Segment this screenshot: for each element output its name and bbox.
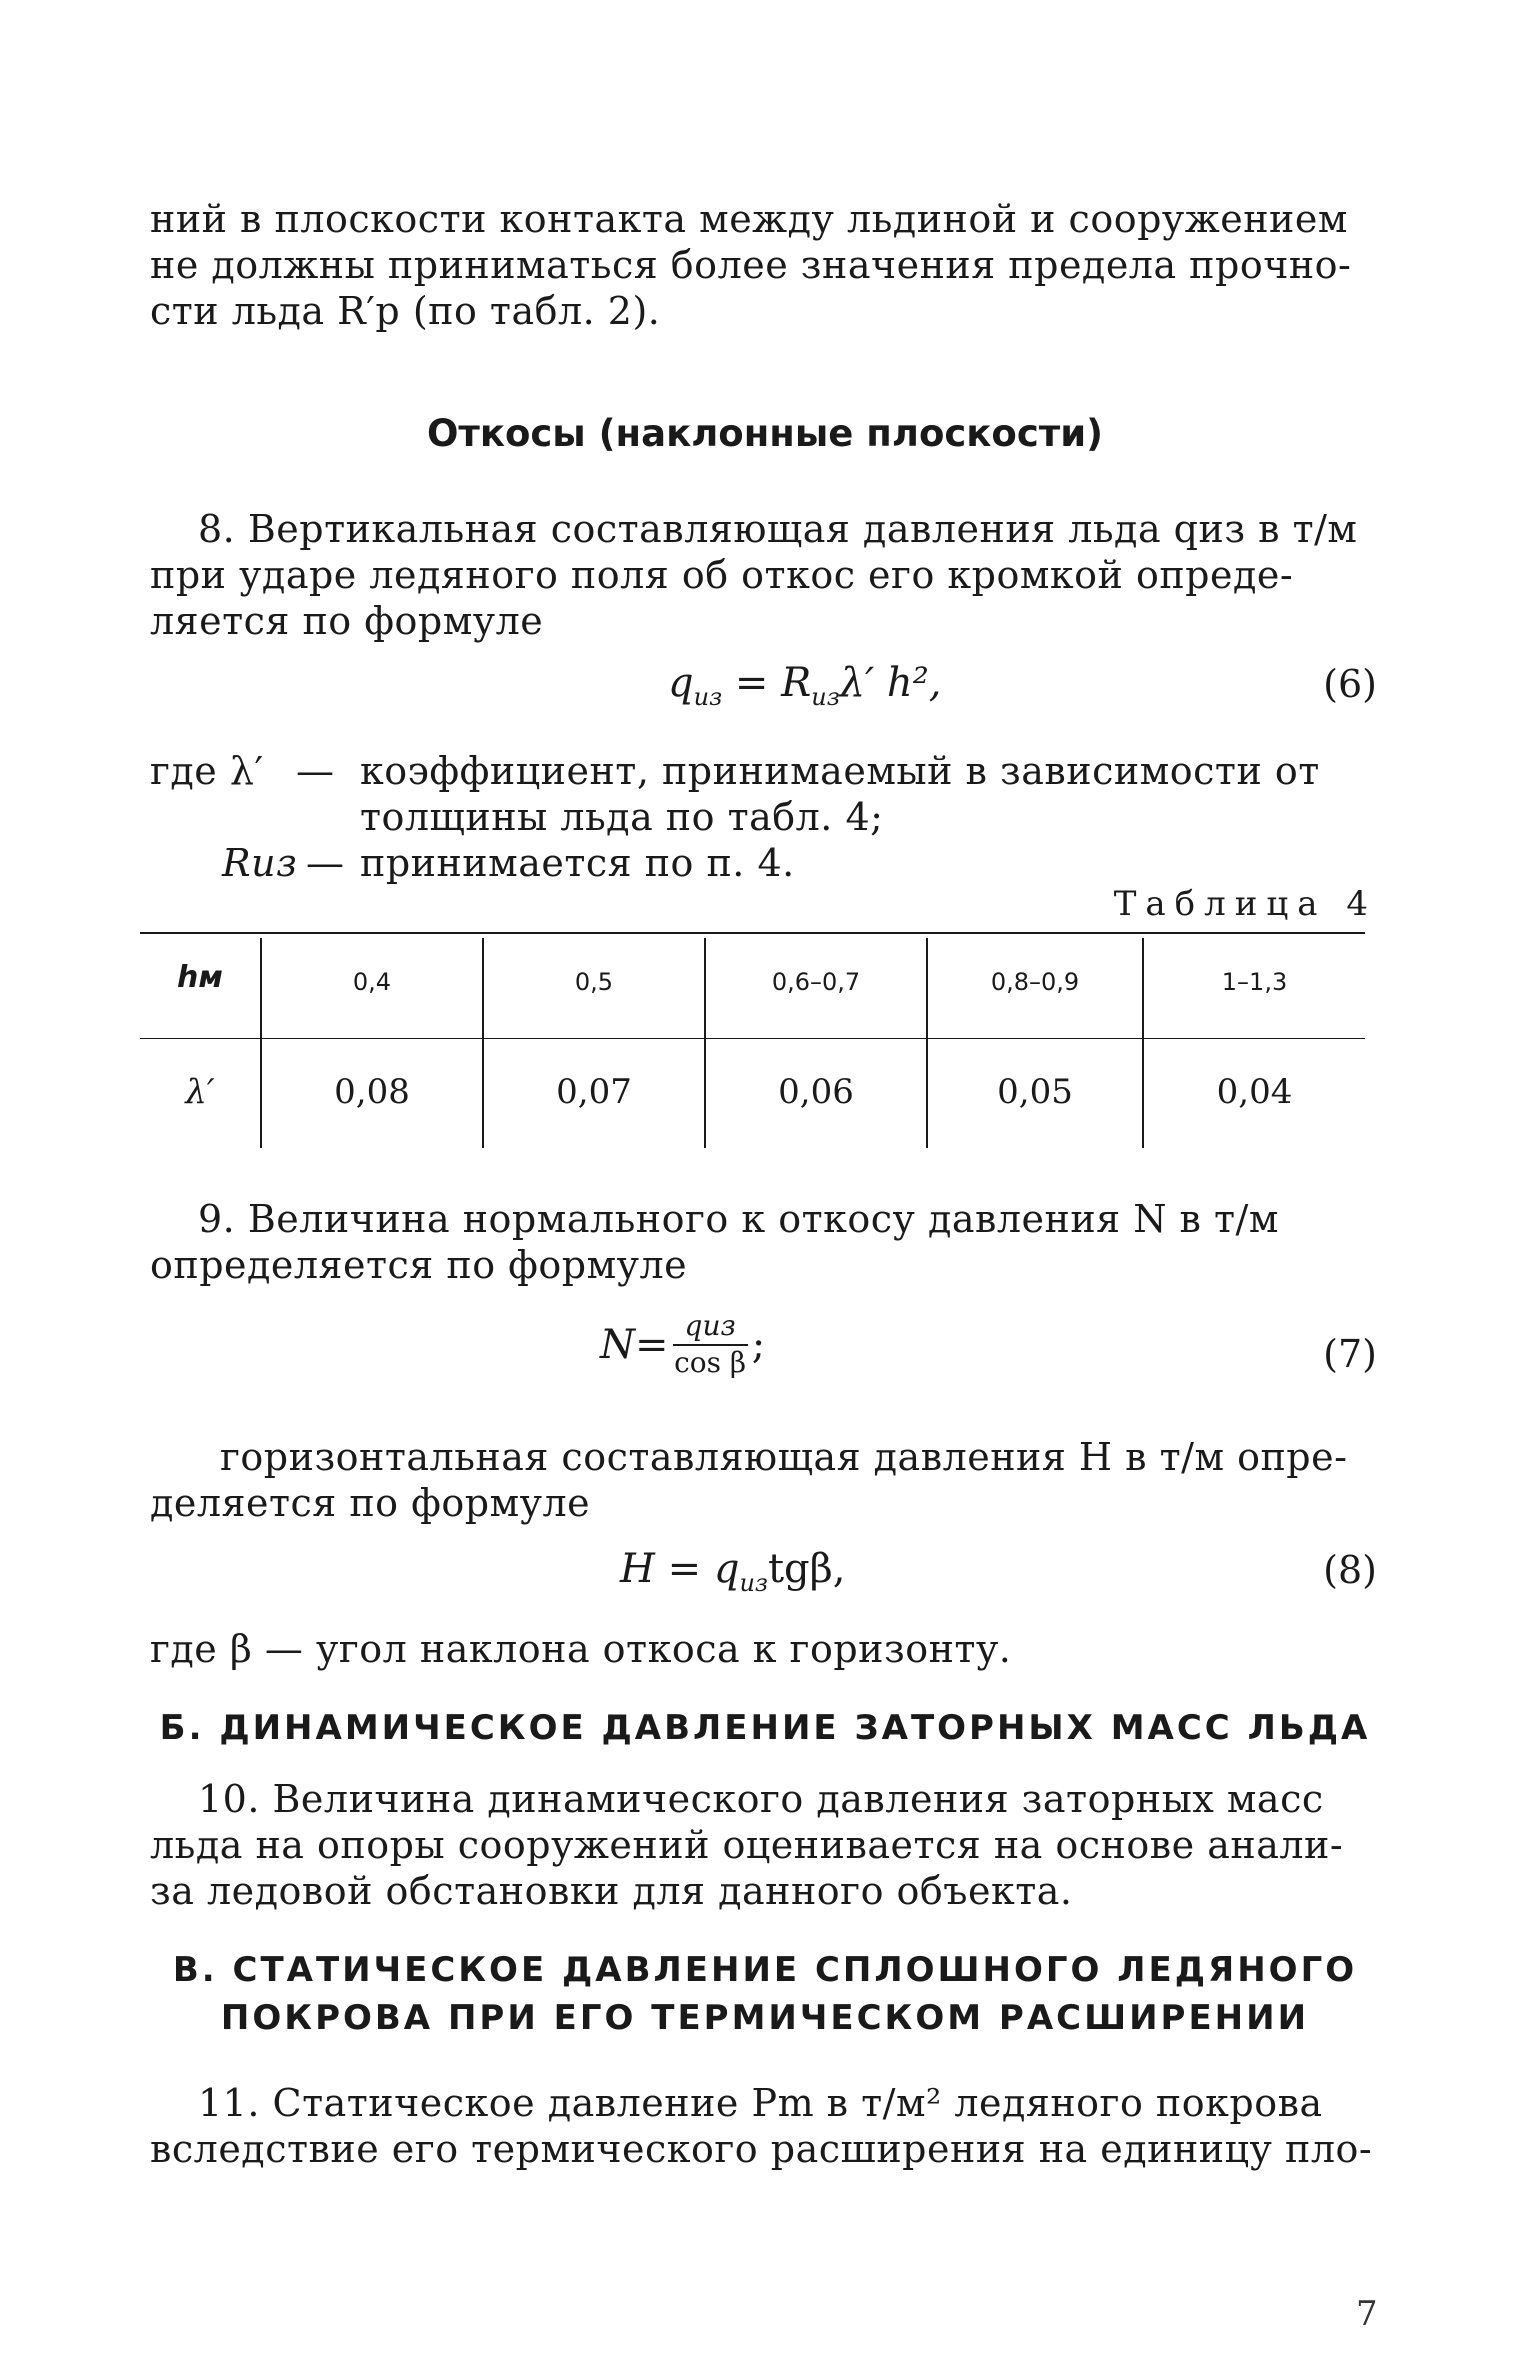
table-middle-rule xyxy=(140,1038,1365,1039)
formula-6-eq: = xyxy=(722,660,782,706)
item-11-line-2: вследствие его термического расширения на единицу пло- xyxy=(150,2127,1373,2171)
item-10-line-1: 10. Величина динамического давления заторных масс xyxy=(198,1777,1324,1821)
table-value-cell: 0,04 xyxy=(1216,1072,1293,1112)
section-v-heading-line-1: В. СТАТИЧЕСКОЕ ДАВЛЕНИЕ СПЛОШНОГО ЛЕДЯНОГО xyxy=(172,1950,1358,1990)
table-value-cell: 0,08 xyxy=(334,1072,410,1112)
formula-6-r-sub: из xyxy=(811,683,840,711)
item-9-paragraph xyxy=(150,1196,1380,1288)
item-8-line-3: ляется по формуле xyxy=(150,599,544,643)
where-r-dash: — xyxy=(306,841,345,885)
where-r-symbol: Rиз xyxy=(222,841,298,885)
table-header-cell: 0,5 xyxy=(574,968,614,996)
item-10-paragraph xyxy=(150,1776,1380,1914)
formula-7-fraction xyxy=(673,1310,748,1380)
item-8-line-1: 8. Вертикальная составляющая давления льда qиз в т/м xyxy=(198,507,1358,551)
section-slopes-heading: Откосы (наклонные плоскости) xyxy=(426,412,1104,455)
formula-8-lhs: H = q xyxy=(620,1546,740,1592)
table-header-cell: 1–1,3 xyxy=(1221,968,1288,996)
where-lambda-dash: — xyxy=(296,749,335,793)
intro-line-3: сти льда R′р (по табл. 2). xyxy=(150,289,661,333)
formula-7-number: (7) xyxy=(1323,1332,1377,1376)
formula-8-lhs-sub: из xyxy=(739,1569,768,1597)
section-v-heading-line-2: ПОКРОВА ПРИ ЕГО ТЕРМИЧЕСКОМ РАСШИРЕНИИ xyxy=(220,1998,1310,2038)
table-4 xyxy=(140,932,1365,1152)
item-8-paragraph xyxy=(150,506,1380,644)
table-header-cell: 0,6–0,7 xyxy=(771,968,861,996)
table-row-label-h: hм xyxy=(177,960,223,995)
table-4-caption: Таблица 4 xyxy=(1113,884,1377,924)
table-top-rule xyxy=(140,932,1365,934)
formula-7-tail: ; xyxy=(751,1322,766,1368)
table-value-cell: 0,07 xyxy=(556,1072,632,1112)
horizontal-line-1: горизонтальная составляющая давления H в т/м опре- xyxy=(220,1435,1348,1479)
formula-6-lhs-sub: из xyxy=(693,683,723,711)
formula-8 xyxy=(620,1546,846,1597)
formula-7-numerator: qиз xyxy=(673,1310,748,1346)
table-value-cell: 0,05 xyxy=(997,1072,1073,1112)
intro-paragraph xyxy=(150,196,1380,334)
item-10-line-3: за ледовой обстановки для данного объекта. xyxy=(150,1869,1073,1913)
page-number: 7 xyxy=(1356,2294,1378,2334)
item-8-line-2: при ударе ледяного поля об откос его кромкой опреде- xyxy=(150,553,1294,597)
horizontal-line-2: деляется по формуле xyxy=(150,1481,591,1525)
formula-8-number: (8) xyxy=(1323,1548,1377,1592)
item-11-line-1: 11. Статическое давление Pm в т/м² ледяного покрова xyxy=(198,2081,1323,2125)
formula-7-lhs: N= xyxy=(600,1322,669,1368)
item-10-line-2: льда на опоры сооружений оценивается на основе анали- xyxy=(150,1823,1344,1867)
formula-6-r: R xyxy=(781,660,812,706)
formula-6-number: (6) xyxy=(1323,662,1377,706)
formula-7-denominator: cos β xyxy=(674,1346,747,1379)
where-r-text: принимается по п. 4. xyxy=(360,841,795,885)
intro-line-1: ний в плоскости контакта между льдиной и сооружением xyxy=(150,197,1348,241)
formula-6-lhs: q xyxy=(668,660,694,706)
formula-6-rest: λ′ h², xyxy=(839,660,942,706)
table-header-cell: 0,4 xyxy=(352,968,392,996)
item-9-line-1: 9. Величина нормального к откосу давления N в т/м xyxy=(198,1197,1279,1241)
section-b-heading: Б. ДИНАМИЧЕСКОЕ ДАВЛЕНИЕ ЗАТОРНЫХ МАСС ЛЬДА xyxy=(159,1708,1371,1748)
where-beta-text: где β — угол наклона откоса к горизонту. xyxy=(150,1627,1012,1671)
where-lambda-symbol: где λ′ xyxy=(150,749,264,793)
horizontal-paragraph xyxy=(150,1434,1380,1526)
where-lambda-text-2: толщины льда по табл. 4; xyxy=(360,795,884,839)
formula-6 xyxy=(668,660,941,711)
item-9-line-2: определяется по формуле xyxy=(150,1243,688,1287)
formula-8-rhs: tgβ, xyxy=(767,1546,846,1592)
item-11-paragraph xyxy=(150,2080,1380,2172)
table-header-cell: 0,8–0,9 xyxy=(990,968,1080,996)
table-row-label-lambda: λ′ xyxy=(185,1072,215,1112)
where-lambda-text-1: коэффициент, принимаемый в зависимости от xyxy=(360,749,1320,793)
table-value-cell: 0,06 xyxy=(778,1072,854,1112)
intro-line-2: не должны приниматься более значения предела прочно- xyxy=(150,243,1352,287)
formula-7 xyxy=(600,1310,765,1380)
